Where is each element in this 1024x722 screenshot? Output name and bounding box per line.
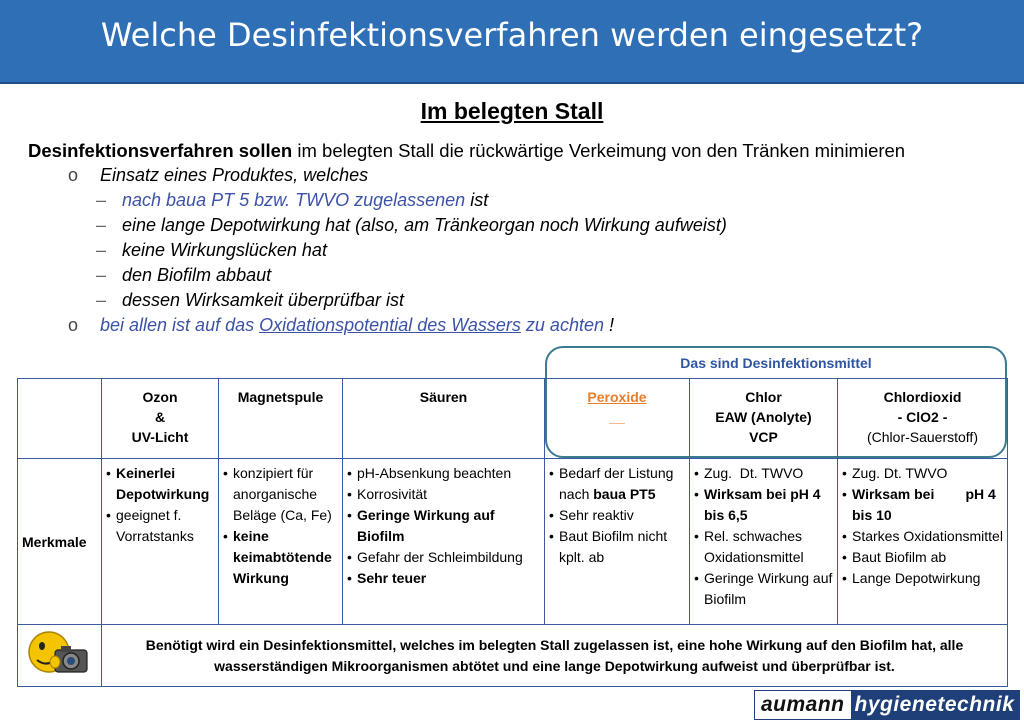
list-item: • Baut Biofilm ab [842, 547, 1003, 568]
list-item: • konzipiert für anorganische Beläge (Ca, Fe) [223, 463, 338, 526]
page-title: Welche Desinfektionsverfahren werden eingesetzt? [100, 16, 924, 54]
header-saeuren: Säuren [343, 379, 545, 459]
header-chlordioxid: Chlordioxid - ClO2 - (Chlor-Sauerstoff) [838, 379, 1008, 459]
list-item: • Starkes Oxidationsmittel [842, 526, 1003, 547]
list-item: • Lange Depotwirkung [842, 568, 1003, 589]
cell-ozon [102, 459, 219, 625]
cell-chlordioxid [838, 459, 1008, 625]
header-ozon: Ozon & UV-Licht [102, 379, 219, 459]
list-item: • geeignet f. Vorratstanks [106, 505, 214, 547]
list-item: • pH-Absenkung beachten [347, 463, 540, 484]
row-label-merkmale: Merkmale [18, 459, 102, 625]
footer-icon-cell [18, 625, 102, 687]
header-chlor: Chlor EAW (Anolyte) VCP [690, 379, 838, 459]
header-row [18, 379, 1008, 459]
list-item: • Zug. Dt. TWVO [694, 463, 833, 484]
list-item: • Sehr reaktiv [549, 505, 685, 526]
list-item: • Bedarf der Listung nach baua PT5 [549, 463, 685, 505]
bullet-list [68, 163, 727, 338]
title-bar [0, 0, 1024, 84]
list-item: • Wirksam bei pH 4 bis 10 [842, 484, 1003, 526]
bullet-item: o bei allen ist auf das Oxidationspotential des Wassers zu achten ! [68, 315, 614, 335]
list-item: • Rel. schwaches Oxidationsmittel [694, 526, 833, 568]
subtitle: Im belegten Stall [420, 98, 604, 124]
list-item: • Zug. Dt. TWVO [842, 463, 1003, 484]
intro-rest: im belegten Stall die rückwärtige Verkeimung von den Tränken minimieren [292, 140, 906, 161]
header-peroxide: Peroxide __ [545, 379, 690, 459]
sub-bullet-item: – dessen Wirksamkeit überprüfbar ist [96, 290, 404, 310]
comparison-table [17, 378, 1008, 687]
cell-peroxide [545, 459, 690, 625]
brand-right: hygienetechnik [851, 691, 1019, 719]
list-item: • Wirksam bei pH 4 bis 6,5 [694, 484, 833, 526]
sub-bullet-item: – keine Wirkungslücken hat [96, 240, 327, 260]
features-row [18, 459, 1008, 625]
list-item: • Geringe Wirkung auf Biofilm [694, 568, 833, 610]
bullet-item: o Einsatz eines Produktes, welches [68, 165, 369, 185]
list-item: • Baut Biofilm nicht kplt. ab [549, 526, 685, 568]
intro-text [28, 140, 905, 162]
intro-bold: Desinfektionsverfahren sollen [28, 140, 293, 161]
bracket-label: Das sind Desinfektionsmittel [680, 355, 872, 371]
sub-bullet-item: – den Biofilm abbaut [96, 265, 272, 285]
list-item: • Gefahr der Schleimbildung [347, 547, 540, 568]
sub-bullet-item: – eine lange Depotwirkung hat (also, am Tränkeorgan noch Wirkung aufweist) [96, 215, 727, 235]
cell-magnetspule [219, 459, 343, 625]
smiley-camera-icon [25, 628, 95, 680]
footer-summary: Benötigt wird ein Desinfektionsmittel, welches im belegten Stall zugelassen ist, eine hohe Wirkung auf den Biofilm hat, alle wasserständigen Mikroorganismen abtötet und eine lange Depotwirkung aufweist und überprüfbar ist. [102, 625, 1008, 687]
corner-cell [18, 379, 102, 459]
header-magnetspule: Magnetspule [219, 379, 343, 459]
list-item: • Geringe Wirkung auf Biofilm [347, 505, 540, 547]
list-item: • keine keimabtötende Wirkung [223, 526, 338, 589]
brand-left: aumann [755, 691, 851, 719]
brand-logo [754, 690, 1020, 720]
oxidation-link[interactable]: Oxidationspotential des Wassers [259, 315, 521, 335]
cell-saeuren [343, 459, 545, 625]
sub-bullet-item: – nach baua PT 5 bzw. TWVO zugelassenen ist [96, 190, 489, 210]
list-item: • Korrosivität [347, 484, 540, 505]
footer-row [18, 625, 1008, 687]
list-item: • Keinerlei Depotwirkung [106, 463, 214, 505]
list-item: • Sehr teuer [347, 568, 540, 589]
cell-chlor [690, 459, 838, 625]
